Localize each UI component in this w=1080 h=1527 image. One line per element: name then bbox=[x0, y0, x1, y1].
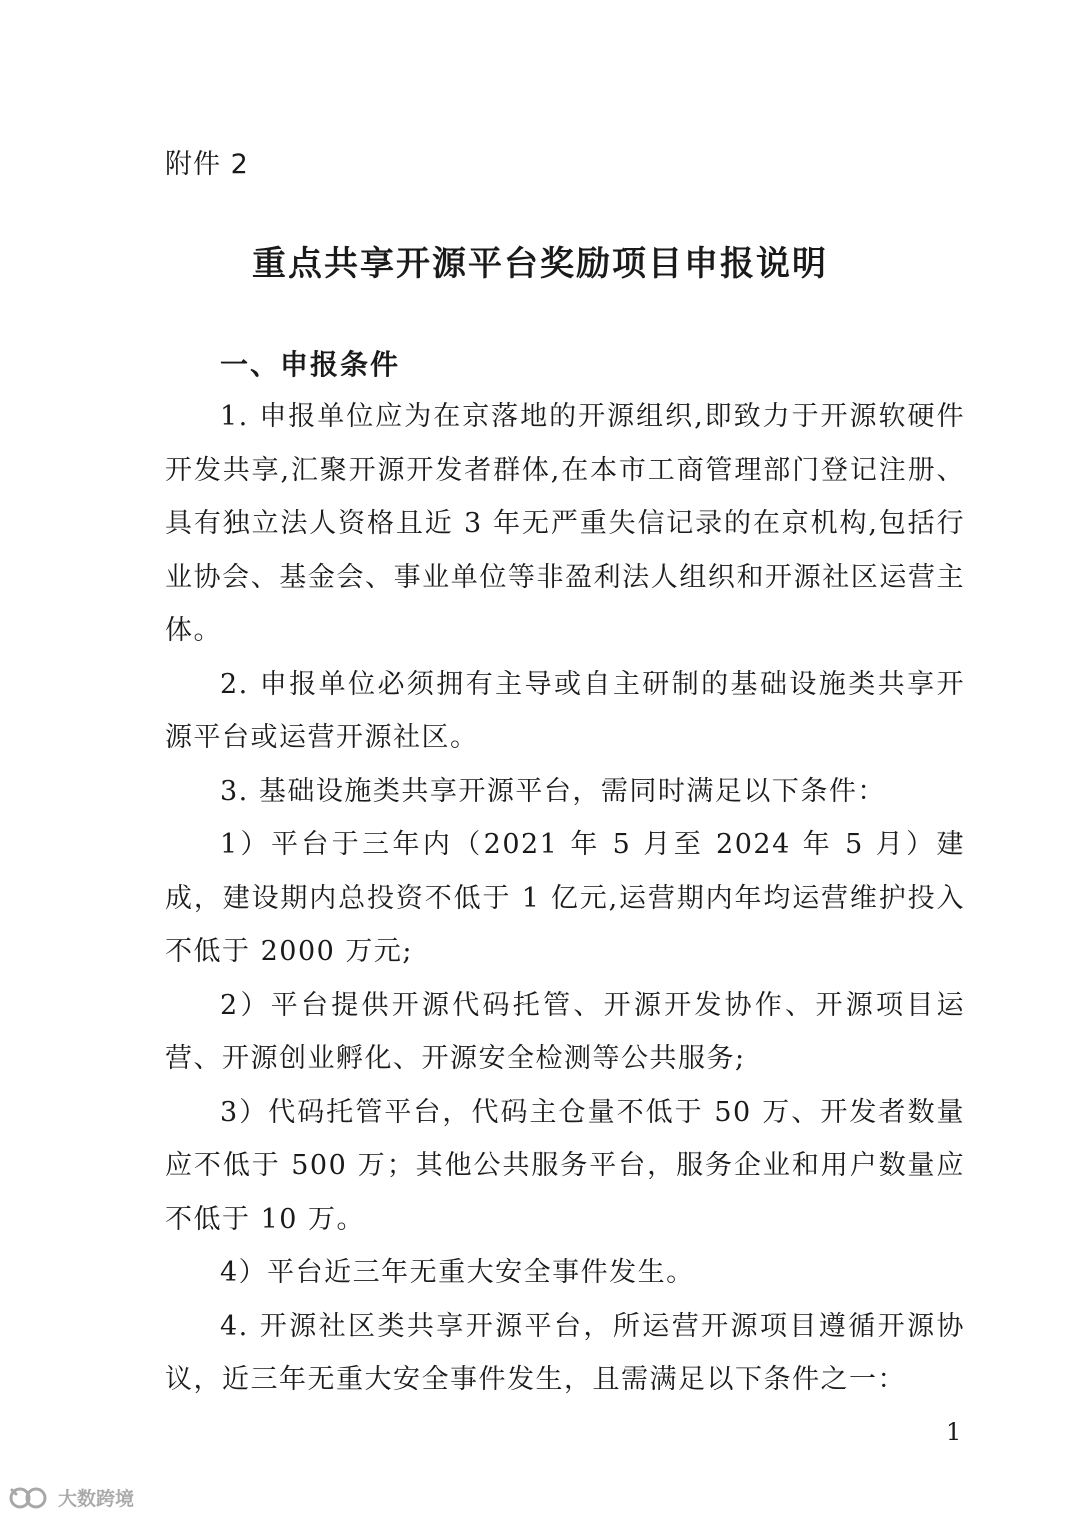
paragraph: 1）平台于三年内（2021 年 5 月至 2024 年 5 月）建成，建设期内总投资不低于 1 亿元,运营期内年均运营维护投入不低于 2000 万元; bbox=[165, 829, 965, 967]
document-body bbox=[165, 390, 965, 1407]
paragraph: 3. 基础设施类共享开源平台，需同时满足以下条件： bbox=[220, 775, 886, 807]
paragraph: 1. 申报单位应为在京落地的开源组织,即致力于开源软硬件开发共享,汇聚开源开发者群体,在本市工商管理部门登记注册、具有独立法人资格且近 3 年无严重失信记录的在京机构,包括行业协会、基金会、事业单位等非盈利法人组织和开源社区运营主体。 bbox=[165, 401, 965, 646]
paragraph: 2. 申报单位必须拥有主导或自主研制的基础设施类共享开源平台或运营开源社区。 bbox=[165, 668, 965, 753]
paragraph: 3）代码托管平台，代码主仓量不低于 50 万、开发者数量应不低于 500 万；其他公共服务平台，服务企业和用户数量应不低于 10 万。 bbox=[165, 1096, 965, 1235]
watermark bbox=[8, 1484, 134, 1511]
section-heading: 一、申报条件 bbox=[220, 348, 401, 381]
paragraph: 4. 开源社区类共享开源平台，所运营开源项目遵循开源协议，近三年无重大安全事件发生，且需满足以下条件之一： bbox=[165, 1310, 965, 1395]
attachment-label: 附件 2 bbox=[165, 149, 249, 180]
page-number: 1 bbox=[946, 1418, 962, 1446]
watermark-text: 大数跨境 bbox=[58, 1488, 135, 1510]
dashuju-logo-icon bbox=[8, 1485, 52, 1511]
paragraph: 4）平台近三年无重大安全事件发生。 bbox=[220, 1257, 695, 1288]
paragraph: 2）平台提供开源代码托管、开源开发协作、开源项目运营、开源创业孵化、开源安全检测等公共服务; bbox=[165, 989, 965, 1074]
page-title: 重点共享开源平台奖励项目申报说明 bbox=[252, 244, 828, 284]
